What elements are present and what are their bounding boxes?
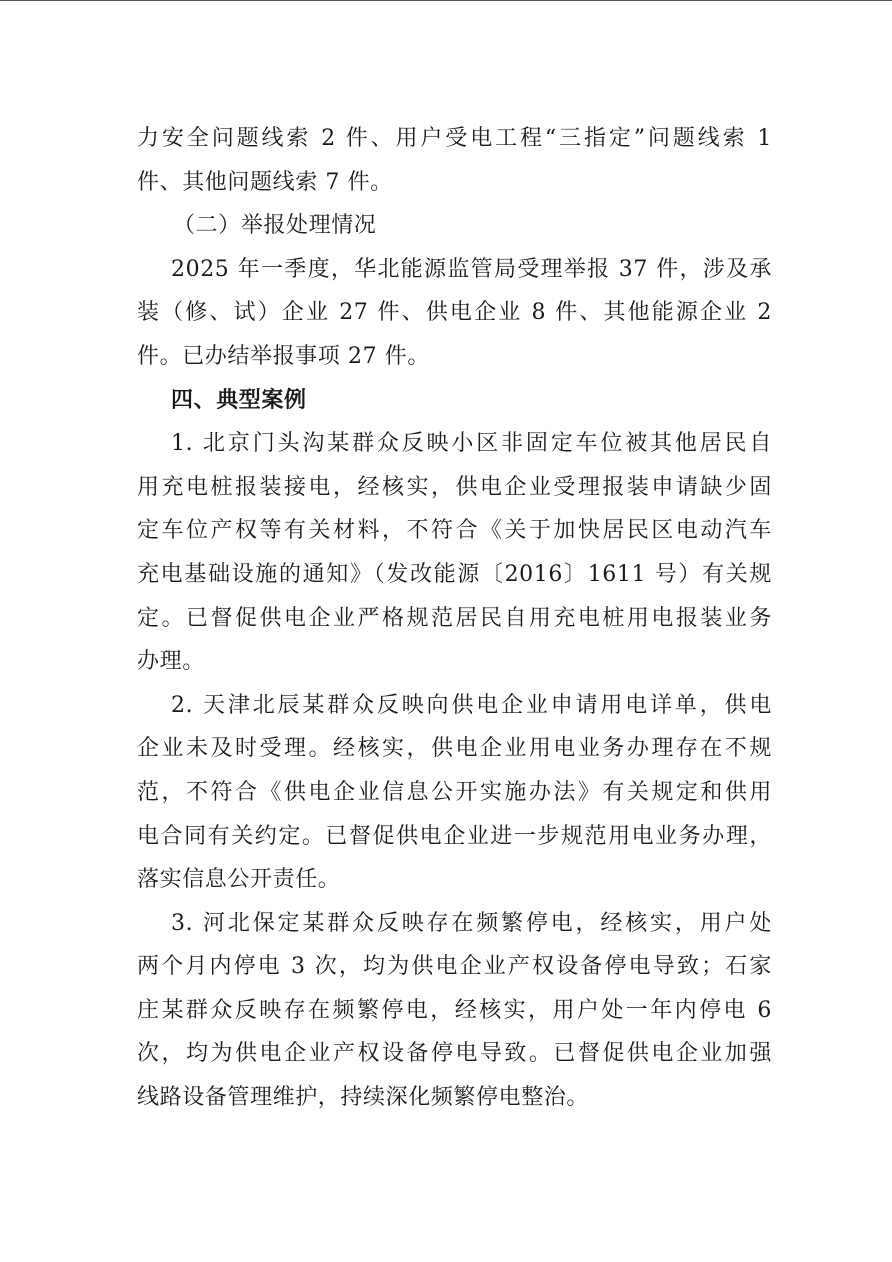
text-line: 次，均为供电企业产权设备停电导致。已督促供电企业加强 [137,1041,772,1067]
text-line: 件。已办结举报事项 27 件。 [137,343,430,369]
text-line: 线路设备管理维护，持续深化频繁停电整治。 [137,1085,590,1111]
text-line: 件、其他问题线索 7 件。 [137,169,393,195]
document-body [137,117,772,1120]
section-heading: 四、典型案例 [171,387,307,413]
text-line: 企业未及时受理。经核实，供电企业用电业务办理存在不规 [137,736,772,762]
text-line: 定。已督促供电企业严格规范居民自用充电桩用电报装业务 [137,605,772,631]
text-line: 1. 北京门头沟某群众反映小区非固定车位被其他居民自 [171,431,772,457]
text-line: 2025 年一季度，华北能源监管局受理举报 37 件，涉及承 [171,256,772,282]
text-line: 充电基础设施的通知》（发改能源〔2016〕1611 号）有关规 [137,561,772,587]
text-line: 力安全问题线索 2 件、用户受电工程“三指定”问题线索 1 [137,126,772,151]
text-line: 2. 天津北辰某群众反映向供电企业申请用电详单，供电 [171,692,772,718]
text-line: 3. 河北保定某群众反映存在频繁停电，经核实，用户处 [171,910,772,936]
text-line: 庄某群众反映存在频繁停电，经核实，用户处一年内停电 6 [137,997,772,1023]
text-line: 电合同有关约定。已督促供电企业进一步规范用电业务办理， [137,823,772,849]
text-line: 用充电桩报装接电，经核实，供电企业受理报装申请缺少固 [137,474,772,500]
text-line: 落实信息公开责任。 [137,867,341,893]
text-line: 定车位产权等有关材料，不符合《关于加快居民区电动汽车 [137,518,772,544]
text-line: 办理。 [137,649,205,675]
text-line: 两个月内停电 3 次，均为供电企业产权设备停电导致；石家 [137,954,772,980]
text-line: 范，不符合《供电企业信息公开实施办法》有关规定和供用 [137,779,772,805]
text-line: 装（修、试）企业 27 件、供电企业 8 件、其他能源企业 2 [137,300,772,326]
subsection-heading: （二）举报处理情况 [173,213,377,239]
